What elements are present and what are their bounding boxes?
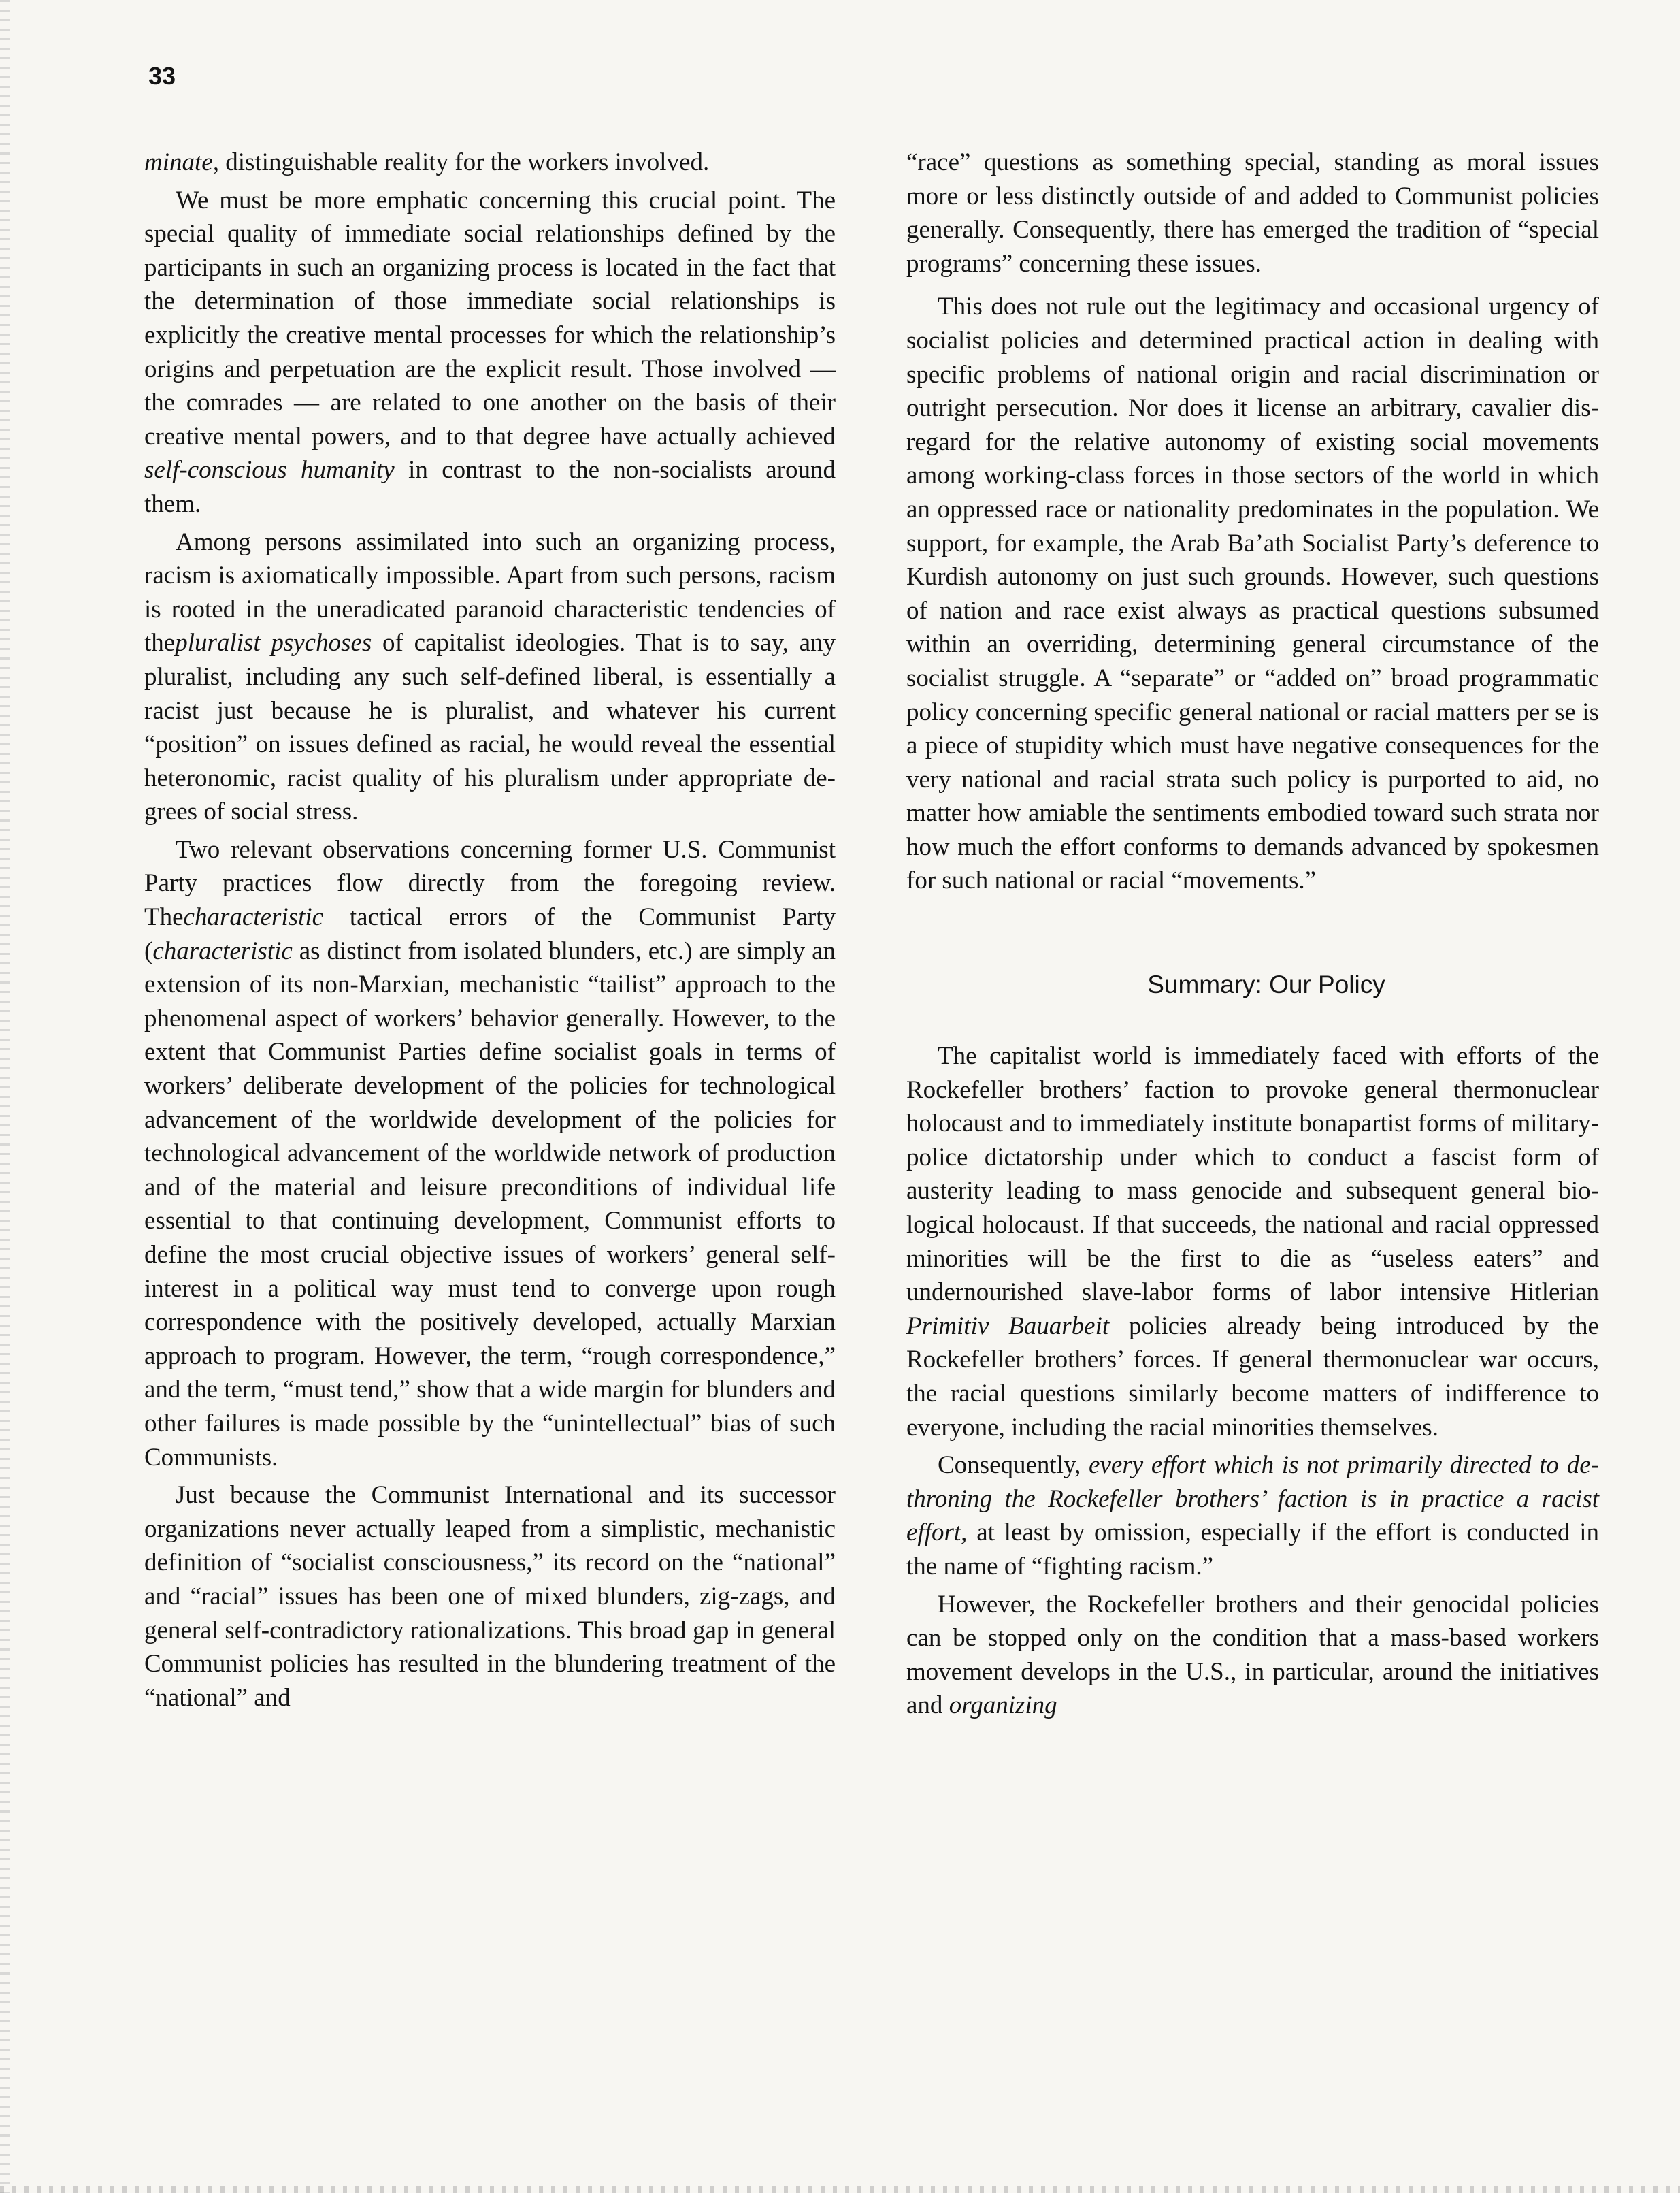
left-column — [144, 146, 836, 1719]
right-paragraph-1 — [906, 146, 1599, 280]
right-paragraph-3 — [906, 1039, 1599, 1444]
right-paragraph-4 — [906, 1448, 1599, 1583]
text-run: Among persons assimilated into such an organizing process, racism is axiomatically impossible. Apart from such persons, racism is rooted in the uneradicated paranoid characteristic tendencies of the — [144, 527, 836, 657]
text-run: This does not rule out the legitimacy and occasional urgency of socialist policies and determined practical action in dealing with specific problems of national origin and racial discrimination or outright persecution. Nor does it license an arbitrary, cavalier disregard for the relative autonomy of existing social movements among working-class forces in those sectors of the world in which an oppressed race or nationality predominates in the population. We support, for example, the Arab Ba’ath Socialist Party’s deference to Kurdish autonomy on just such grounds. However, such questions of nation and race exist always as practical questions subsumed within an overriding, determining general circumstance of the socialist struggle. A “separate” or “added on” broad programmatic policy concerning specific general national or racial matters per se is a piece of stupidity which must have negative consequences for the very national and racial strata such policy is purported to aid, no matter how amiable the sentiments embodied toward such strata nor how much the effort conforms to demands advanced by spokesmen for such national or racial “movements.” — [906, 293, 1599, 895]
section-heading: Summary: Our Policy — [1147, 971, 1385, 999]
left-paragraph-4 — [144, 833, 836, 1474]
left-paragraph-1 — [144, 146, 836, 180]
italic-text-run: minate, — [144, 148, 219, 176]
italic-text-run: Primitiv Bauarbeit — [906, 1312, 1110, 1340]
text-run: “race” questions as something special, standing as moral issues more or less distinctly outside of and added to Communist policies generally. Consequently, there has emerged the tradition of “special programs” concerning these issues. — [906, 148, 1599, 278]
right-column — [906, 146, 1599, 1727]
italic-text-run: characteristic — [183, 903, 324, 932]
right-paragraph-5 — [906, 1588, 1599, 1723]
text-run: We must be more emphatic concerning this crucial point. The special quality of immediate social relationships defined by the participants in such an organizing process is located in the fact that the determination of those immediate social relationships is explicitly the creative mental processes for which the relationship’s origins and perpetuation are the explicit result. Those involved — the comrades — are related to one another on the basis of their creative mental powers, and to that degree have actually achieved — [144, 186, 836, 451]
text-run: The capitalist world is immediately faced with efforts of the Rockefeller brothers’ faction to provoke general thermonuclear holocaust and to immediately institute bonapartist forms of military-police dictatorship under which to conduct a fascist form of austerity leading to mass genocide and subsequent general biological holocaust. If that succeeds, the national and racial oppressed minorities will be the first to die as “useless eaters” and undernourished slave-labor forms of labor intensive Hitlerian — [906, 1042, 1599, 1307]
page-number: 33 — [148, 62, 176, 90]
text-run: in contrast to the non-socialists around them. — [144, 456, 836, 518]
text-run: as distinct from isolated blunders, etc.) are simply an extension of its non-Marxian, mechanistic “tailist” approach to the phenomenal aspect of workers’ behavior generally. However, to the extent that Communist Parties define socialist goals in terms of workers’ deliberate development of the policies for technological advancement of the worldwide development of the policies for technological advancement of the worldwide network of production and of the material and leisure preconditions of individual life essential to that continuing development, Communist efforts to define the most crucial objective issues of workers’ general self-interest in a political way must tend to converge upon rough correspondence with the positively developed, actually Marxian approach to program. However, the term, “rough correspondence,” and the term, “must tend,” show that a wide margin for blunders and other failures is made possible by the “unintellectual” bias of such Communists. — [144, 937, 836, 1472]
text-run: Just because the Communist International and its successor organizations never actually leaped from a simplistic, mechanistic definition of “socialist consciousness,” its record on the “national” and “racial” issues has been one of mixed blunders, zig-zags, and general self-contradictory rationalizations. This broad gap in general Communist policies has resulted in the blundering treatment of the “national” and — [144, 1481, 836, 1712]
text-run: However, the Rockefeller brothers and their genocidal policies can be stopped only on the condition that a mass-based workers movement develops in the U.S., in particular, around the initiatives and — [906, 1590, 1599, 1720]
left-paragraph-2 — [144, 184, 836, 521]
left-paragraph-5 — [144, 1478, 836, 1715]
italic-text-run: every effort which is not primarily directed to de-throning the Rockefeller brothers’ faction is in practice a racist effort, — [906, 1451, 1599, 1547]
text-run: policies already being introduced by the Rockefeller brothers’ forces. If general thermonuclear war occurs, the racial questions similarly become matters of indifference to everyone, including the racial minorities themselves. — [906, 1312, 1599, 1442]
text-run: distinguishable reality for the workers involved. — [218, 148, 710, 176]
text-run: of capitalist ideologies. That is to say, any pluralist, including any such self-defined liberal, is essentially a racist just because he is pluralist, and whatever his current “position” on issues defined as racial, he would reveal the essential heteronomic, racist quality of his pluralism under appropriate degrees of social stress. — [144, 629, 836, 826]
italic-text-run: self-conscious humanity — [144, 456, 395, 485]
scan-bottom-artifact — [0, 2186, 1680, 2193]
italic-text-run: pluralist psychoses — [175, 629, 372, 657]
right-paragraph-2 — [906, 290, 1599, 898]
text-run: Consequently, — [938, 1451, 1089, 1480]
italic-text-run: organizing — [949, 1691, 1057, 1720]
italic-text-run: characteristic — [152, 937, 293, 965]
left-paragraph-3 — [144, 525, 836, 829]
scan-edge-artifact — [0, 0, 10, 2193]
text-run: tactical errors of the Communist Party ( — [144, 903, 836, 965]
text-run: Two relevant observations concerning former U.S. Communist Party practices flow directly from the foregoing review. The — [144, 835, 836, 932]
text-run: at least by omission, especially if the effort is conducted in the name of “fighting racism.” — [906, 1518, 1599, 1580]
